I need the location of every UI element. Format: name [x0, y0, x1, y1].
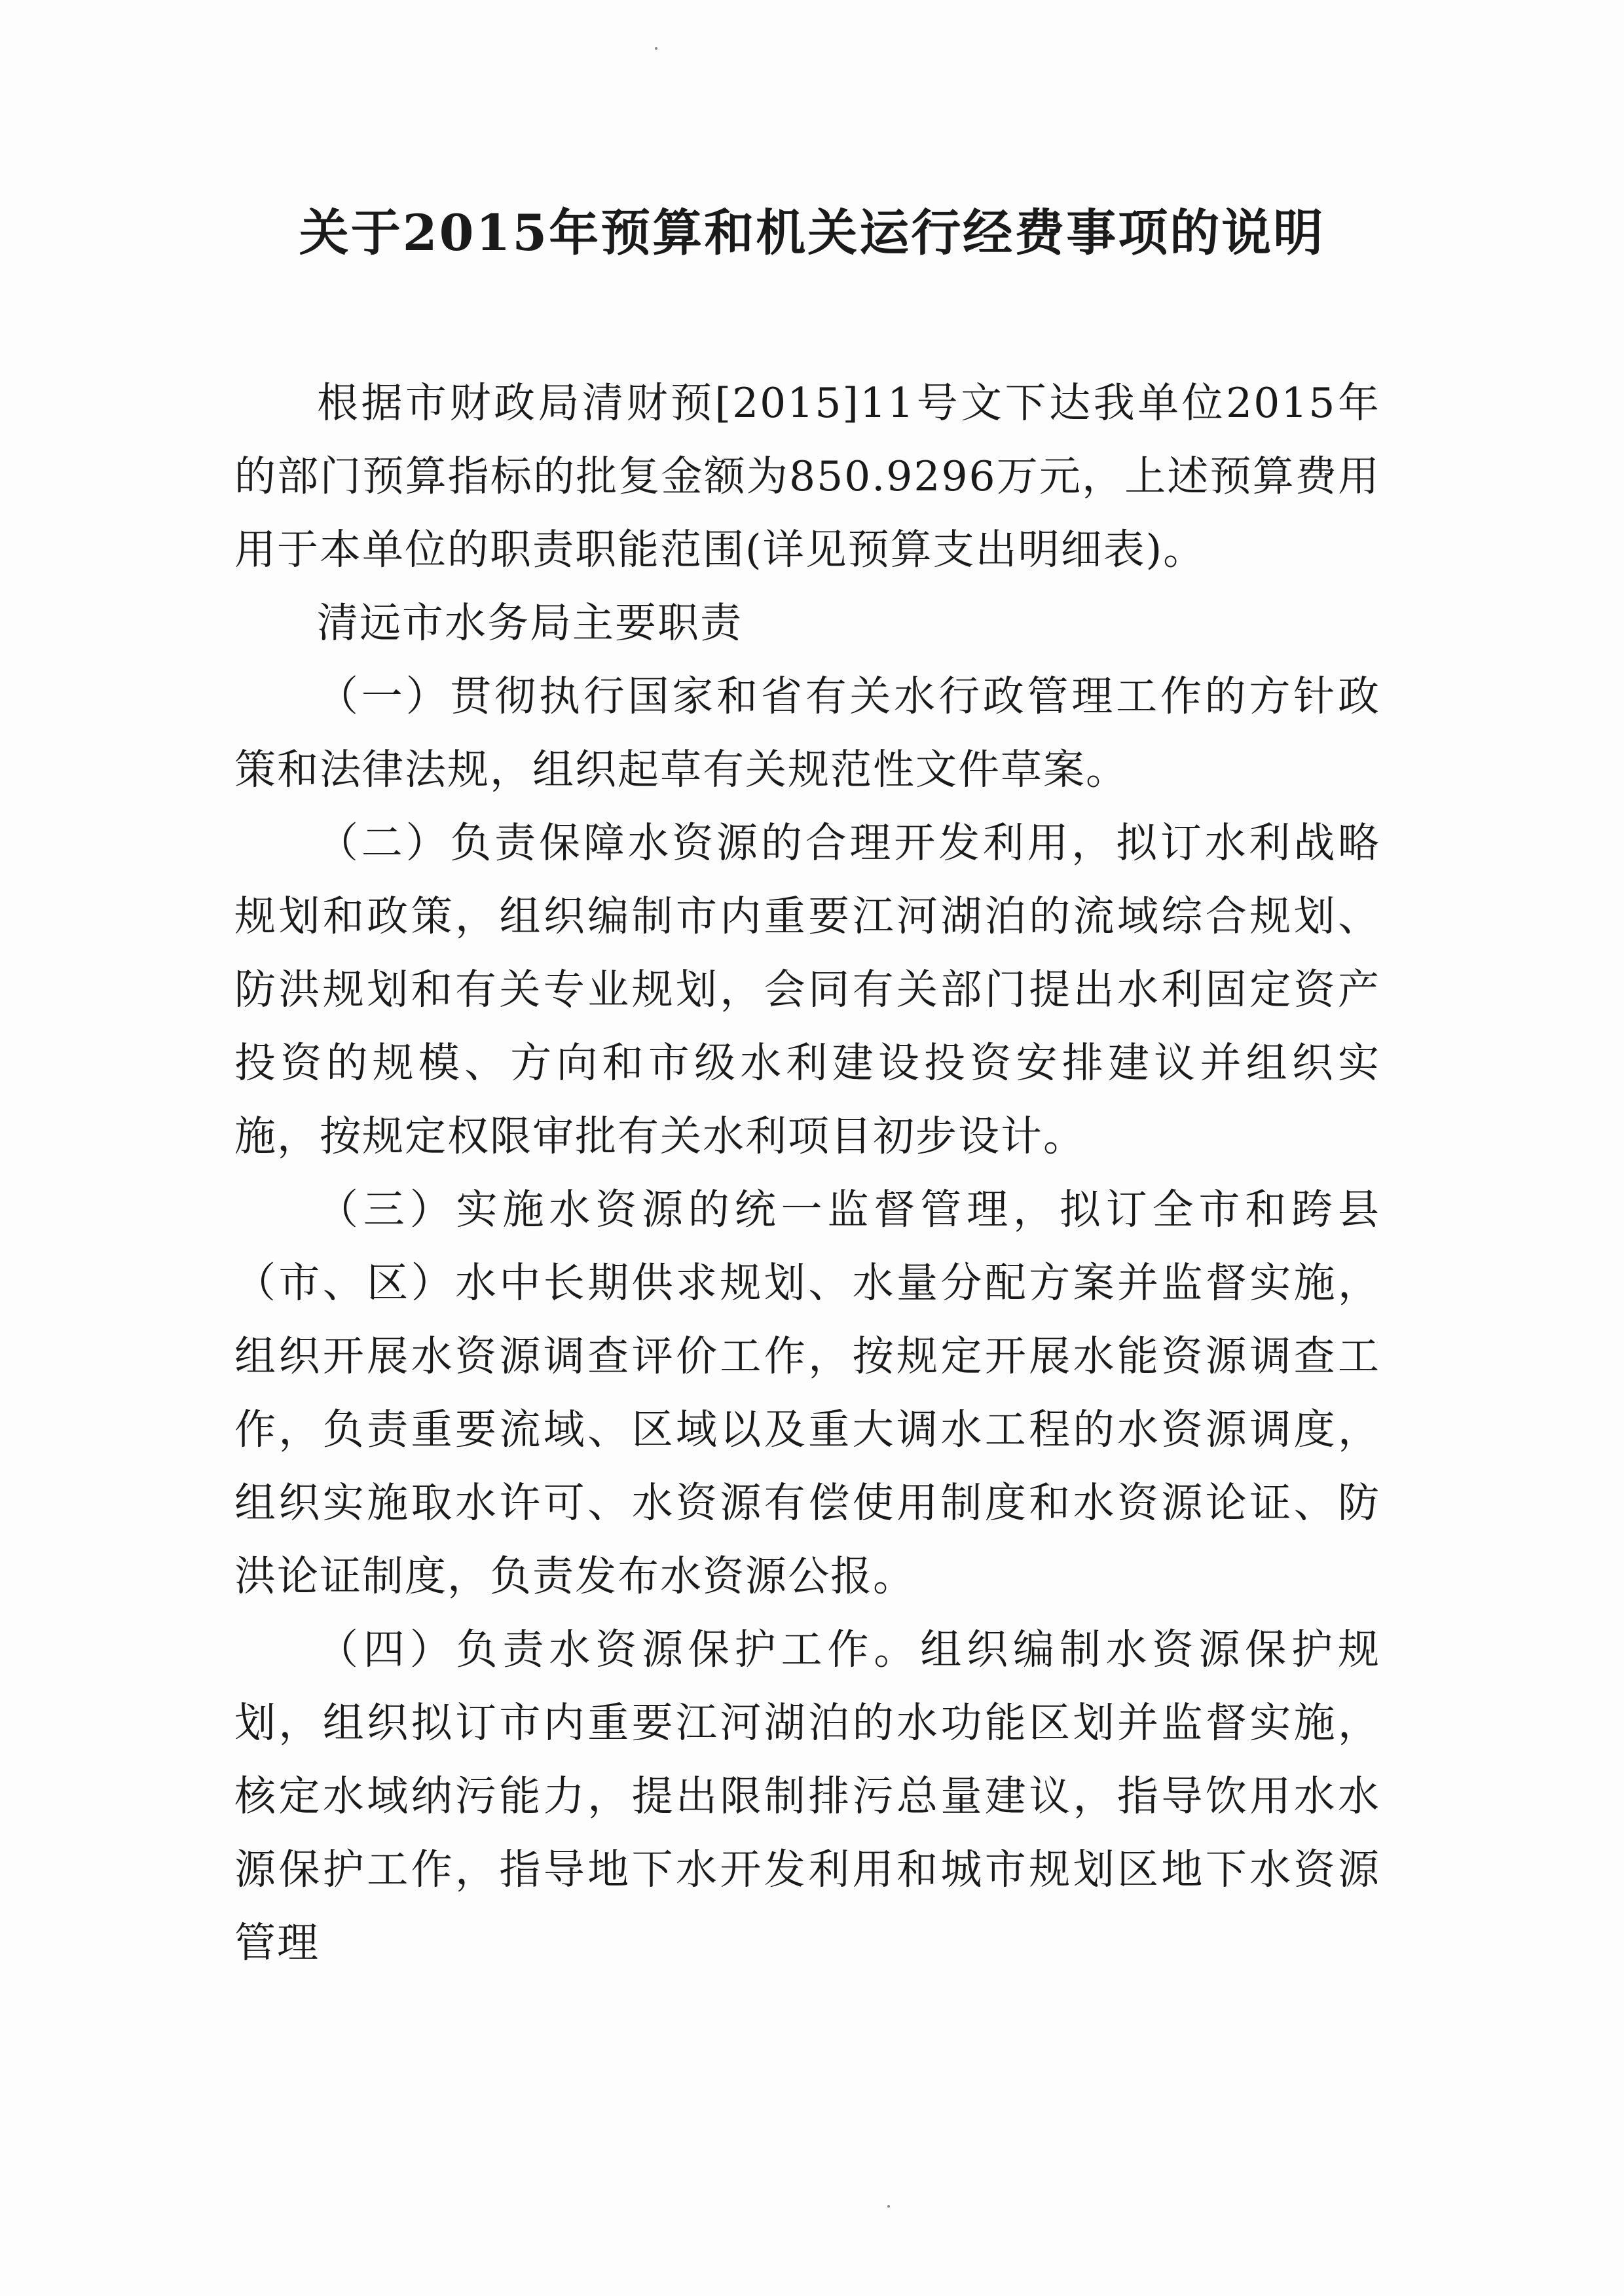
paragraph-duty-3: （三）实施水资源的统一监督管理，拟订全市和跨县（市、区）水中长期供求规划、水量分配方案并监督实施，组织开展水资源调查评价工作，按规定开展水能资源调查工作，负责重要流域、区域以及重大调水工程的水资源调度，组织实施取水许可、水资源有偿使用制度和水资源论证、防洪论证制度，负责发布水资源公报。	[234, 1186, 1380, 1600]
document-title: 关于2015年预算和机关运行经费事项的说明	[299, 204, 1325, 262]
paragraph-duty-1: （一）贯彻执行国家和省有关水行政管理工作的方针政策和法律法规，组织起草有关规范性文件草案。	[234, 672, 1380, 793]
paragraph-budget-approval: 根据市财政局清财预[2015]11号文下达我单位2015年的部门预算指标的批复金额为850.9296万元，上述预算费用用于本单位的职责职能范围(详见预算支出明细表)。	[234, 379, 1380, 574]
paragraph-duties-heading: 清远市水务局主要职责	[317, 599, 743, 647]
document-body	[234, 367, 1380, 1980]
scan-speck	[655, 47, 657, 50]
paragraph-duty-2: （二）负责保障水资源的合理开发利用，拟订水利战略规划和政策，组织编制市内重要江河湖泊的流域综合规划、防洪规划和有关专业规划，会同有关部门提出水利固定资产投资的规模、方向和市级水利建设投资安排建议并组织实施，按规定权限审批有关水利项目初步设计。	[234, 819, 1380, 1160]
scan-speck	[887, 2205, 890, 2208]
paragraph-duty-4: （四）负责水资源保护工作。组织编制水资源保护规划，组织拟订市内重要江河湖泊的水功能区划并监督实施，核定水域纳污能力，提出限制排污总量建议，指导饮用水水源保护工作，指导地下水开发利用和城市规划区地下水资源管理	[234, 1626, 1380, 1967]
